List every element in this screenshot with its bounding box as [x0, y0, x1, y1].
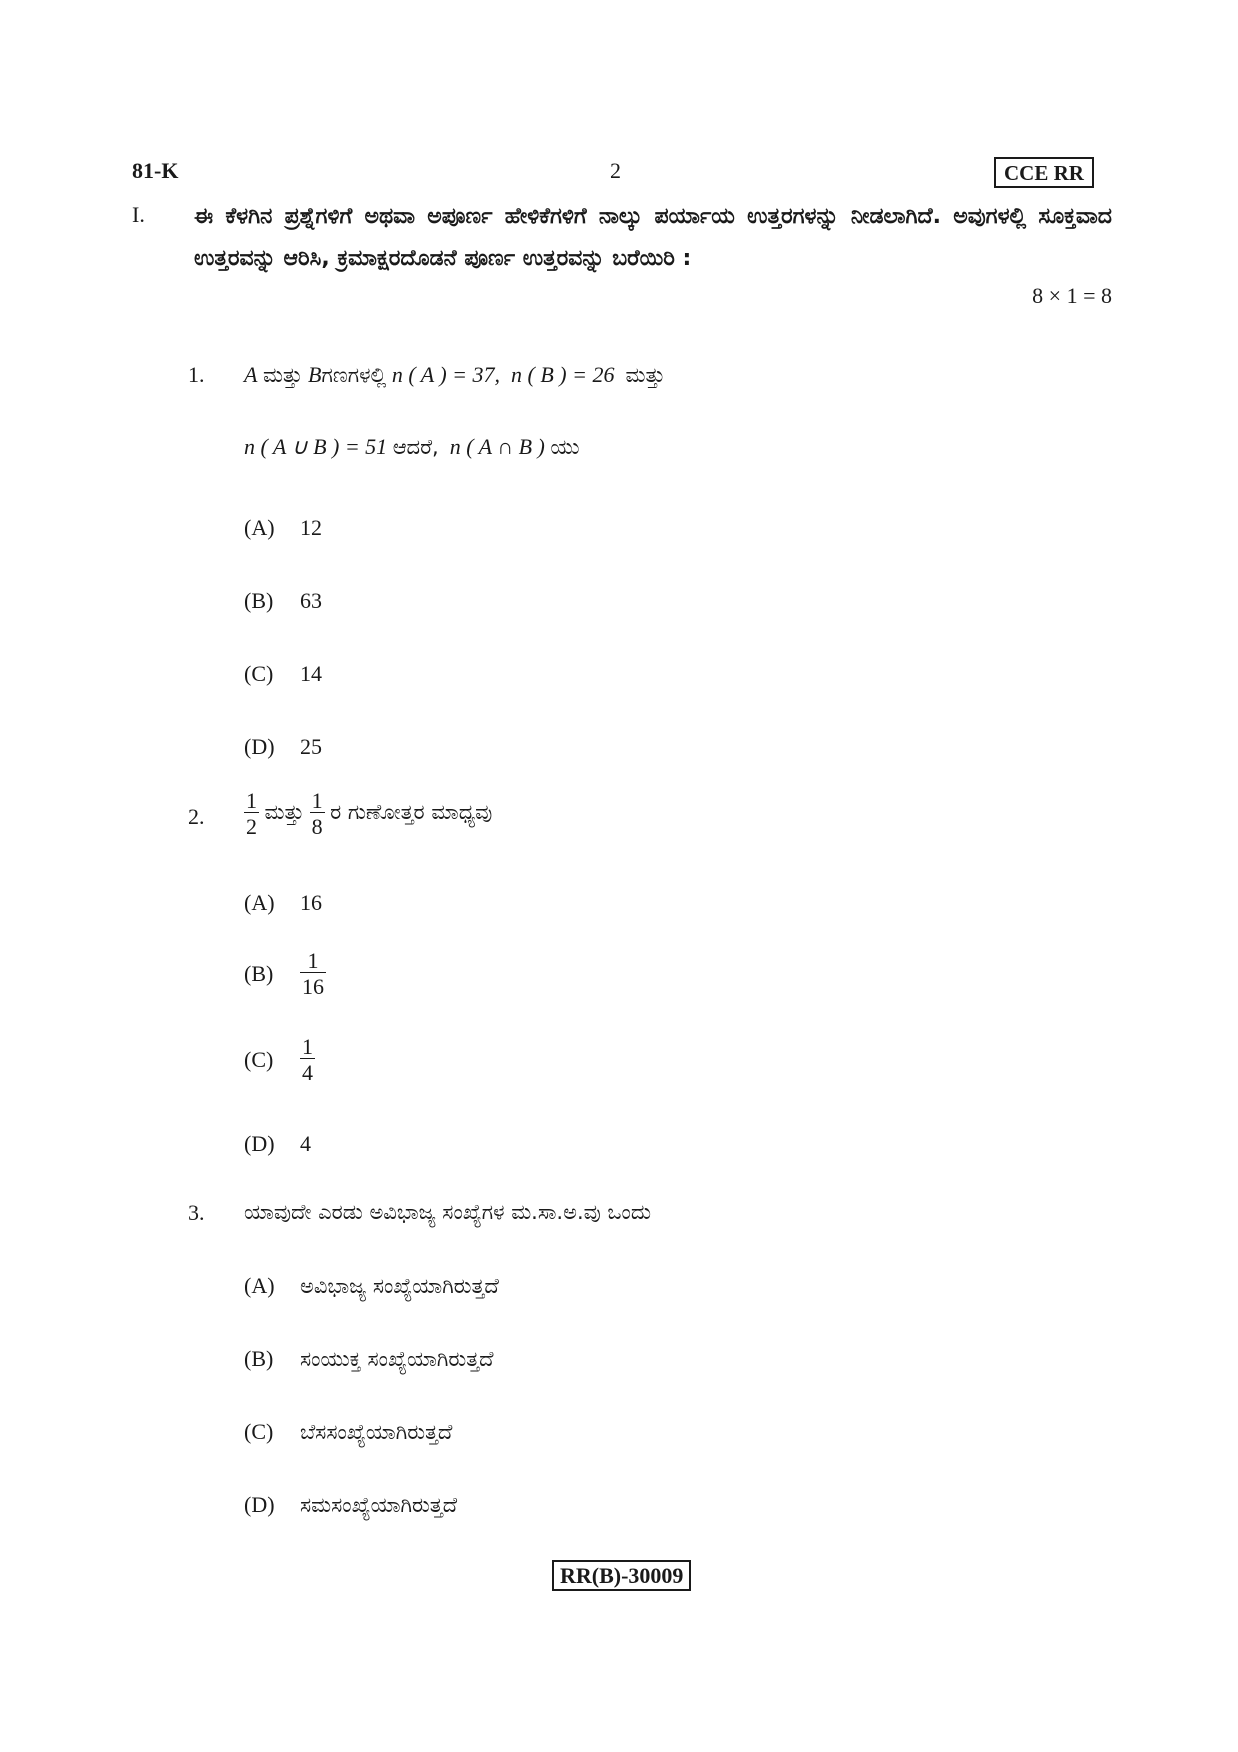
option-value: 16	[300, 890, 322, 915]
fraction-one-half	[244, 790, 259, 838]
section-marks: 8 × 1 = 8	[1032, 283, 1112, 308]
fraction-denominator: 8	[311, 814, 323, 839]
question-1-option-b	[244, 588, 322, 614]
section-instructions: ಈ ಕೆಳಗಿನ ಪ್ರಶ್ನೆಗಳಿಗೆ ಅಥವಾ ಅಪೂರ್ಣ ಹೇಳಿಕೆಗಳಿಗೆ ನಾಲ್ಕು ಪರ್ಯಾಯ ಉತ್ತರಗಳನ್ನು ನೀಡಲಾಗಿದೆ. ಅವುಗಳಲ್ಲಿ ಸೂಕ್ತವಾದ ಉತ್ತರವನ್ನು ಆರಿಸಿ, ಕ್ರಮಾಕ್ಷರದೊಡನೆ ಪೂರ್ಣ ಉತ್ತರವನ್ನು ಬರೆಯಿರಿ :	[194, 204, 1112, 271]
condition-1: n ( A ) = 37,	[391, 362, 501, 387]
condition-2: n ( B ) = 26	[511, 362, 615, 387]
series-box: CCE RR	[994, 157, 1094, 188]
question-2-option-d	[244, 1131, 311, 1157]
question-3-option-d	[244, 1492, 457, 1518]
word-sets: ಗಣಗಳಲ್ಲಿ	[321, 363, 387, 387]
question-2-option-a	[244, 890, 322, 916]
option-value: ಅವಿಭಾಜ್ಯ ಸಂಖ್ಯೆಯಾಗಿರುತ್ತದೆ	[300, 1274, 499, 1298]
set-b: B	[308, 362, 322, 387]
option-value: 63	[300, 588, 322, 613]
option-label: (D)	[244, 1492, 275, 1517]
fraction-numerator: 1	[311, 788, 323, 813]
word-and-2: ಮತ್ತು	[625, 363, 666, 387]
fraction-numerator: 1	[302, 1034, 313, 1059]
section-number: I.	[132, 202, 145, 227]
question-1-option-d	[244, 734, 322, 760]
option-label: (C)	[244, 1047, 274, 1072]
fraction-numerator: 1	[300, 950, 326, 973]
fraction-denominator: 16	[302, 974, 324, 999]
fraction-denominator: 2	[246, 814, 257, 839]
fraction-denominator: 4	[302, 1060, 313, 1085]
option-value: 14	[300, 661, 322, 686]
question-3-text: ಯಾವುದೇ ಎರಡು ಅವಿಭಾಜ್ಯ ಸಂಖ್ಯೆಗಳ ಮ.ಸಾ.ಅ.ವು ಒಂದು	[244, 1200, 652, 1224]
paper-code: 81-K	[132, 158, 179, 183]
fraction-one-quarter	[300, 1036, 315, 1084]
option-label: (A)	[244, 1273, 275, 1298]
option-label: (D)	[244, 1131, 275, 1156]
word-and: ಮತ್ತು	[264, 800, 305, 825]
page-number: 2	[610, 158, 621, 183]
condition-3: n ( A ∪ B ) = 51	[244, 434, 388, 459]
question-2-text	[244, 790, 492, 838]
option-value: ಸಮಸಂಖ್ಯೆಯಾಗಿರುತ್ತದೆ	[300, 1493, 458, 1517]
question-2-number: 2.	[188, 804, 205, 829]
question-3-option-c	[244, 1419, 452, 1445]
option-value: ಸಂಯುಕ್ತ ಸಂಖ್ಯೆಯಾಗಿರುತ್ತದೆ	[300, 1347, 494, 1371]
question-2-option-c	[244, 1036, 315, 1084]
fraction-numerator: 1	[246, 788, 257, 813]
word-if: ಆದರೆ,	[392, 435, 439, 459]
question-2-option-b	[244, 950, 326, 998]
option-label: (C)	[244, 1419, 274, 1444]
word-is: ಯು	[550, 435, 580, 459]
option-label: (B)	[244, 961, 274, 986]
question-3-number: 3.	[188, 1200, 205, 1225]
question-1-option-c	[244, 661, 322, 687]
option-value: 4	[300, 1131, 311, 1156]
question-3-option-a	[244, 1273, 499, 1299]
option-label: (B)	[244, 588, 274, 613]
option-value: 25	[300, 734, 322, 759]
option-value: ಬೆಸಸಂಖ್ಯೆಯಾಗಿರುತ್ತದೆ	[300, 1420, 453, 1444]
option-label: (A)	[244, 515, 275, 540]
question-3-option-b	[244, 1346, 494, 1372]
question-2-tail: ರ ಗುಣೋತ್ತರ ಮಾಧ್ಯವು	[330, 800, 493, 825]
question-1-line-1	[244, 362, 665, 388]
question-1-line-2	[244, 434, 580, 460]
option-label: (B)	[244, 1346, 274, 1371]
question-ask: n ( A ∩ B )	[449, 434, 545, 459]
set-a: A	[244, 362, 258, 387]
question-1-option-a	[244, 515, 322, 541]
word-and: ಮತ್ತು	[262, 363, 303, 387]
option-value: 12	[300, 515, 322, 540]
fraction-one-eighth	[310, 790, 325, 838]
footer-code: RR(B)-30009	[552, 1560, 691, 1591]
fraction-one-sixteenth	[300, 950, 326, 998]
option-label: (D)	[244, 734, 275, 759]
question-1-number: 1.	[188, 362, 205, 387]
option-label: (A)	[244, 890, 275, 915]
option-label: (C)	[244, 661, 274, 686]
